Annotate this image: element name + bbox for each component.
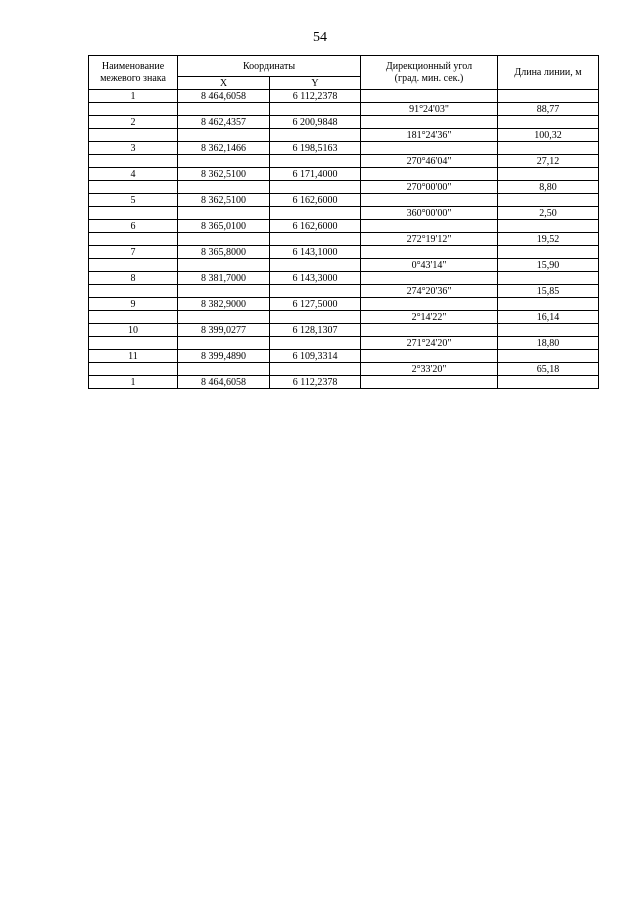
- direction-angle-cell: 274°20'36": [361, 285, 498, 298]
- direction-angle-cell: 91°24'03": [361, 103, 498, 116]
- y-coordinate-cell: 6 112,2378: [270, 90, 361, 103]
- x-coordinate-cell: [178, 363, 270, 376]
- x-coordinate-cell: 8 365,8000: [178, 246, 270, 259]
- y-coordinate-cell: 6 112,2378: [270, 376, 361, 389]
- x-coordinate-cell: 8 399,4890: [178, 350, 270, 363]
- marker-name-cell: [89, 181, 178, 194]
- marker-name-cell: 2: [89, 116, 178, 129]
- line-length-cell: 27,12: [498, 155, 599, 168]
- marker-name-cell: 1: [89, 376, 178, 389]
- marker-name-cell: 3: [89, 142, 178, 155]
- line-length-cell: [498, 220, 599, 233]
- marker-name-cell: [89, 311, 178, 324]
- x-coordinate-cell: [178, 311, 270, 324]
- direction-angle-cell: [361, 376, 498, 389]
- direction-angle-cell: [361, 194, 498, 207]
- y-coordinate-cell: 6 171,4000: [270, 168, 361, 181]
- marker-name-cell: 5: [89, 194, 178, 207]
- direction-angle-cell: 0°43'14": [361, 259, 498, 272]
- marker-name-cell: [89, 129, 178, 142]
- x-coordinate-cell: 8 362,1466: [178, 142, 270, 155]
- line-length-cell: [498, 168, 599, 181]
- direction-angle-cell: [361, 324, 498, 337]
- line-length-cell: [498, 90, 599, 103]
- direction-angle-cell: 270°46'04": [361, 155, 498, 168]
- y-coordinate-cell: 6 143,1000: [270, 246, 361, 259]
- table-row: [89, 259, 599, 272]
- y-coordinate-cell: 6 143,3000: [270, 272, 361, 285]
- y-coordinate-cell: [270, 311, 361, 324]
- x-coordinate-cell: 8 399,0277: [178, 324, 270, 337]
- page-number: 54: [313, 30, 327, 45]
- line-length-cell: [498, 272, 599, 285]
- x-coordinate-cell: 8 464,6058: [178, 376, 270, 389]
- table-row: [89, 285, 599, 298]
- line-length-cell: [498, 298, 599, 311]
- marker-name-cell: 1: [89, 90, 178, 103]
- line-length-cell: [498, 324, 599, 337]
- y-coordinate-cell: [270, 233, 361, 246]
- marker-name-cell: 10: [89, 324, 178, 337]
- line-length-cell: 8,80: [498, 181, 599, 194]
- x-coordinate-cell: 8 381,7000: [178, 272, 270, 285]
- marker-name-cell: [89, 155, 178, 168]
- direction-angle-cell: 272°19'12": [361, 233, 498, 246]
- x-coordinate-cell: [178, 155, 270, 168]
- table-row: [89, 298, 599, 311]
- x-coordinate-cell: [178, 337, 270, 350]
- x-coordinate-cell: 8 362,5100: [178, 168, 270, 181]
- boundary-coordinates-table: [88, 55, 599, 389]
- table-row: [89, 168, 599, 181]
- table-row: [89, 155, 599, 168]
- direction-angle-cell: [361, 298, 498, 311]
- line-length-cell: [498, 350, 599, 363]
- line-length-cell: 19,52: [498, 233, 599, 246]
- x-coordinate-cell: [178, 103, 270, 116]
- y-coordinate-cell: [270, 155, 361, 168]
- direction-angle-cell: 2°14'22": [361, 311, 498, 324]
- table-row: [89, 129, 599, 142]
- table-row: [89, 246, 599, 259]
- table-row: [89, 324, 599, 337]
- table-row: [89, 103, 599, 116]
- marker-name-cell: 8: [89, 272, 178, 285]
- line-length-cell: 65,18: [498, 363, 599, 376]
- marker-name-cell: [89, 233, 178, 246]
- y-coordinate-cell: [270, 337, 361, 350]
- marker-name-cell: [89, 207, 178, 220]
- line-length-cell: 2,50: [498, 207, 599, 220]
- x-coordinate-cell: [178, 181, 270, 194]
- table-row: [89, 220, 599, 233]
- line-length-cell: 88,77: [498, 103, 599, 116]
- x-coordinate-cell: [178, 285, 270, 298]
- line-length-cell: [498, 246, 599, 259]
- direction-angle-cell: 360°00'00": [361, 207, 498, 220]
- marker-name-cell: 4: [89, 168, 178, 181]
- x-coordinate-cell: 8 462,4357: [178, 116, 270, 129]
- marker-name-cell: 6: [89, 220, 178, 233]
- direction-angle-cell: [361, 116, 498, 129]
- y-coordinate-cell: 6 127,5000: [270, 298, 361, 311]
- table-row: [89, 181, 599, 194]
- header-x: X: [178, 77, 270, 90]
- y-coordinate-cell: 6 109,3314: [270, 350, 361, 363]
- header-line-length: Длина линии, м: [498, 56, 599, 90]
- header-marker-name: [89, 56, 178, 90]
- direction-angle-cell: [361, 168, 498, 181]
- table-row: [89, 350, 599, 363]
- y-coordinate-cell: [270, 363, 361, 376]
- header-coordinates: Координаты: [178, 56, 361, 77]
- marker-name-cell: [89, 103, 178, 116]
- x-coordinate-cell: 8 464,6058: [178, 90, 270, 103]
- table-row: [89, 337, 599, 350]
- x-coordinate-cell: 8 362,5100: [178, 194, 270, 207]
- y-coordinate-cell: [270, 181, 361, 194]
- direction-angle-cell: [361, 350, 498, 363]
- y-coordinate-cell: 6 198,5163: [270, 142, 361, 155]
- y-coordinate-cell: [270, 103, 361, 116]
- table-row: [89, 142, 599, 155]
- direction-angle-cell: [361, 220, 498, 233]
- line-length-cell: [498, 142, 599, 155]
- marker-name-cell: [89, 285, 178, 298]
- table-row: [89, 272, 599, 285]
- marker-name-cell: 9: [89, 298, 178, 311]
- table-row: [89, 233, 599, 246]
- direction-angle-cell: [361, 272, 498, 285]
- direction-angle-cell: [361, 90, 498, 103]
- table-row: [89, 311, 599, 324]
- x-coordinate-cell: [178, 259, 270, 272]
- y-coordinate-cell: [270, 285, 361, 298]
- y-coordinate-cell: 6 162,6000: [270, 220, 361, 233]
- line-length-cell: [498, 376, 599, 389]
- header-direction-angle: [361, 56, 498, 90]
- line-length-cell: 18,80: [498, 337, 599, 350]
- x-coordinate-cell: 8 382,9000: [178, 298, 270, 311]
- line-length-cell: 15,90: [498, 259, 599, 272]
- marker-name-cell: 7: [89, 246, 178, 259]
- y-coordinate-cell: [270, 129, 361, 142]
- marker-name-cell: [89, 363, 178, 376]
- table-row: [89, 116, 599, 129]
- line-length-cell: 16,14: [498, 311, 599, 324]
- header-marker-name-line2: межевого знака: [100, 72, 166, 84]
- table-row: [89, 90, 599, 103]
- table-row: [89, 376, 599, 389]
- x-coordinate-cell: [178, 207, 270, 220]
- marker-name-cell: 11: [89, 350, 178, 363]
- line-length-cell: 100,32: [498, 129, 599, 142]
- header-direction-angle-line1: Дирекционный угол: [385, 60, 473, 72]
- y-coordinate-cell: [270, 207, 361, 220]
- direction-angle-cell: 271°24'20": [361, 337, 498, 350]
- y-coordinate-cell: 6 128,1307: [270, 324, 361, 337]
- line-length-cell: [498, 194, 599, 207]
- table-row: [89, 207, 599, 220]
- marker-name-cell: [89, 259, 178, 272]
- x-coordinate-cell: [178, 129, 270, 142]
- header-marker-name-line1: Наименование: [101, 60, 165, 72]
- direction-angle-cell: 270°00'00": [361, 181, 498, 194]
- direction-angle-cell: 2°33'20": [361, 363, 498, 376]
- y-coordinate-cell: [270, 259, 361, 272]
- header-direction-angle-line2: (град. мин. сек.): [394, 72, 464, 84]
- x-coordinate-cell: 8 365,0100: [178, 220, 270, 233]
- x-coordinate-cell: [178, 233, 270, 246]
- direction-angle-cell: 181°24'36": [361, 129, 498, 142]
- line-length-cell: [498, 116, 599, 129]
- header-y: Y: [270, 77, 361, 90]
- direction-angle-cell: [361, 142, 498, 155]
- direction-angle-cell: [361, 246, 498, 259]
- table-row: [89, 194, 599, 207]
- y-coordinate-cell: 6 162,6000: [270, 194, 361, 207]
- marker-name-cell: [89, 337, 178, 350]
- table-body: [89, 90, 599, 389]
- table-row: [89, 363, 599, 376]
- line-length-cell: 15,85: [498, 285, 599, 298]
- y-coordinate-cell: 6 200,9848: [270, 116, 361, 129]
